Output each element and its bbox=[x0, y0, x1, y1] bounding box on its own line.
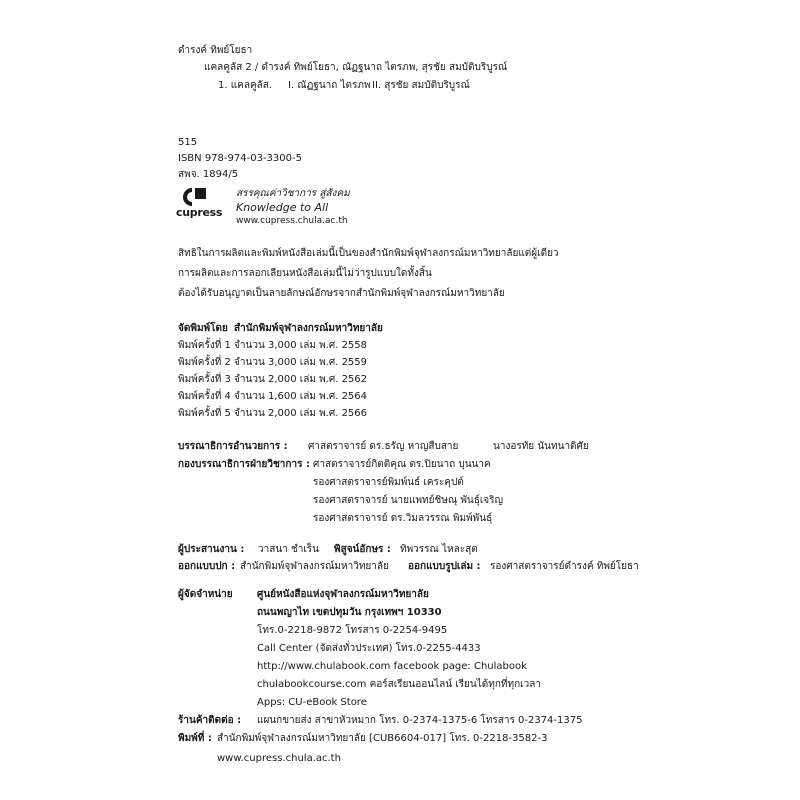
board-label: กองบรรณาธิการฝ่ายวิชาการ : bbox=[178, 459, 310, 470]
distributor-name: ศูนย์หนังสือแห่งจุฬาลงกรณ์มหาวิทยาลัย bbox=[257, 589, 429, 600]
subject-1: 1. แคลคูลัส. bbox=[218, 80, 273, 91]
book-design-label: ออกแบบรูปเล่ม : bbox=[408, 561, 481, 572]
coordinator-name: วาสนา ชำเร็น bbox=[258, 544, 319, 555]
subject-3: II. สุรชัย สมบัติบริบูรณ์ bbox=[372, 80, 470, 91]
cupress-logo-icon bbox=[178, 186, 214, 208]
slogan-thai: สรรคุณค่าวิชาการ สู่สังคม bbox=[236, 188, 350, 199]
coordinator-label: ผู้ประสานงาน : bbox=[178, 544, 245, 555]
edition-row: พิมพ์ครั้งที่ 3 จำนวน 2,000 เล่ม พ.ศ. 2562 bbox=[178, 374, 368, 385]
copyright-line-3: ต้องได้รับอนุญาตเป็นลายลักษณ์อักษรจากสำนักพิมพ์จุฬาลงกรณ์มหาวิทยาลัย bbox=[178, 288, 505, 299]
distributor-label: ผู้จัดจำหน่าย bbox=[178, 589, 233, 600]
printed-by-publisher: สำนักพิมพ์จุฬาลงกรณ์มหาวิทยาลัย bbox=[234, 323, 383, 334]
cover-design-label: ออกแบบปก : bbox=[178, 561, 236, 572]
copyright-line-2: การผลิตและการลอกเลียนหนังสือเล่มนี้ไม่ว่ารูปแบบใดทั้งสิ้น bbox=[178, 268, 432, 279]
author-line: ดำรงค์ ทิพย์โยธา bbox=[178, 45, 253, 56]
subject-2: I. ณัฏฐนาถ ไตรภพ bbox=[288, 80, 371, 91]
printer-label: พิมพ์ที่ : bbox=[178, 733, 212, 744]
distributor-phone: โทร.0-2218-9872 โทรสาร 0-2254-9495 bbox=[257, 625, 448, 636]
distributor-call-center: Call Center (จัดส่งทั่วประเทศ) โทร.0-2255-4433 bbox=[257, 643, 481, 654]
proofreader-name: ทิพวรรณ ไหละสุต bbox=[400, 544, 478, 555]
board-member: รองศาสตราจารย์พิมพ์นธ์ เคระคุปต์ bbox=[313, 477, 464, 488]
director-label: บรรณาธิการอำนวยการ : bbox=[178, 441, 288, 452]
publisher-url: www.cupress.chula.ac.th bbox=[236, 216, 348, 226]
shop-text: แผนกขายส่ง สาขาหัวหมาก โทร. 0-2374-1375-6 โทรสาร 0-2374-1375 bbox=[257, 715, 583, 726]
distributor-web: http://www.chulabook.com facebook page: Chulabook bbox=[257, 661, 527, 672]
printer-text: สำนักพิมพ์จุฬาลงกรณ์มหาวิทยาลัย [CUB6604-017] โทร. 0-2218-3582-3 bbox=[217, 733, 548, 744]
edition-row: พิมพ์ครั้งที่ 4 จำนวน 1,600 เล่ม พ.ศ. 2564 bbox=[178, 391, 368, 402]
director-name-2: นางอรทัย นันทนาดิศัย bbox=[493, 441, 589, 452]
slogan-english: Knowledge to All bbox=[236, 201, 329, 214]
edition-row: พิมพ์ครั้งที่ 5 จำนวน 2,000 เล่ม พ.ศ. 2566 bbox=[178, 408, 368, 419]
cupress-wordmark: cupress bbox=[176, 206, 223, 219]
record-number: สพจ. 1894/5 bbox=[178, 169, 239, 180]
cover-design-value: สำนักพิมพ์จุฬาลงกรณ์มหาวิทยาลัย bbox=[240, 561, 389, 572]
edition-row: พิมพ์ครั้งที่ 2 จำนวน 3,000 เล่ม พ.ศ. 2559 bbox=[178, 357, 368, 368]
isbn: ISBN 978-974-03-3300-5 bbox=[178, 153, 302, 164]
distributor-address: ถนนพญาไท เขตปทุมวัน กรุงเทพฯ 10330 bbox=[257, 607, 442, 618]
edition-row: พิมพ์ครั้งที่ 1 จำนวน 3,000 เล่ม พ.ศ. 2558 bbox=[178, 340, 368, 351]
title-line: แคลคูลัส 2 / ดำรงค์ ทิพย์โยธา, ณัฏฐนาถ ไตรภพ, สุรชัย สมบัติบริบูรณ์ bbox=[204, 62, 508, 73]
director-name: ศาสตราจารย์ ดร.ธรัญ หาญสืบสาย bbox=[308, 441, 459, 452]
class-number: 515 bbox=[178, 137, 198, 148]
shop-label: ร้านค้าติดต่อ : bbox=[178, 715, 242, 726]
printed-by-label: จัดพิมพ์โดย bbox=[178, 323, 228, 334]
distributor-course: chulabookcourse.com คอร์สเรียนออนไลน์ เรียนได้ทุกที่ทุกเวลา bbox=[257, 679, 541, 690]
copyright-line-1: สิทธิในการผลิตและพิมพ์หนังสือเล่มนี้เป็นของสำนักพิมพ์จุฬาลงกรณ์มหาวิทยาลัยแต่ผู้เดียว bbox=[178, 248, 559, 259]
board-member: รองศาสตราจารย์ ดร.วิมลวรรณ พิมพ์พันธุ์ bbox=[313, 513, 493, 524]
book-design-value: รองศาสตราจารย์ดำรงค์ ทิพย์โยธา bbox=[490, 561, 639, 572]
board-member: รองศาสตราจารย์ นายแพทย์ชิษณุ พันธุ์เจริญ bbox=[313, 495, 504, 506]
distributor-apps: Apps: CU-eBook Store bbox=[257, 697, 367, 708]
footer-url: www.cupress.chula.ac.th bbox=[217, 753, 341, 764]
proofreader-label: พิสูจน์อักษร : bbox=[334, 544, 391, 555]
board-member: ศาสตราจารย์กิตติคุณ ดร.ปิยนาถ บุนนาค bbox=[313, 459, 491, 470]
